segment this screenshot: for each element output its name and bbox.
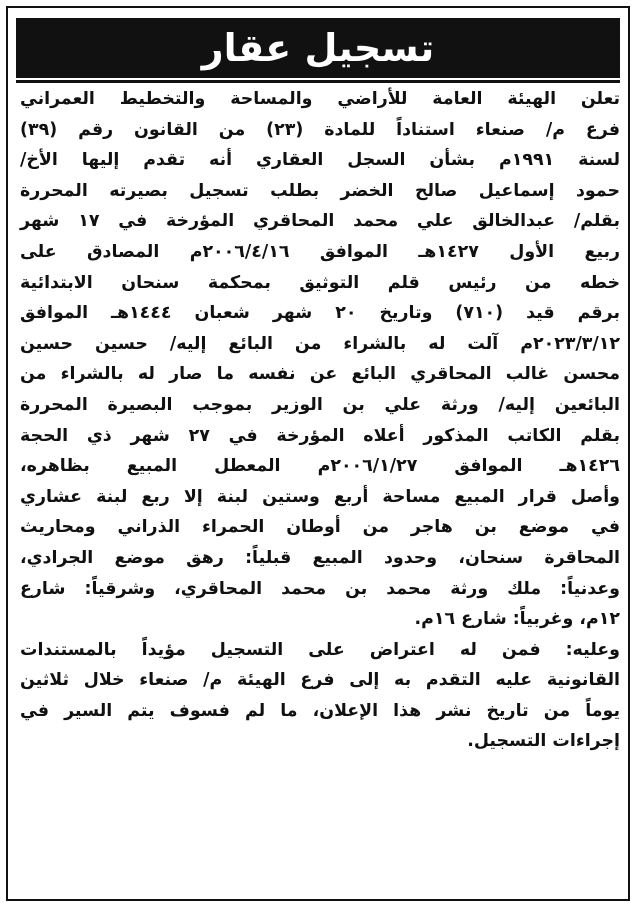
text-line: ٢٠٢٣/٣/١٢م آلت له بالشراء من البائع إليه/ حسين حسين: [20, 333, 620, 354]
text-line: البائعين إليه/ ورثة علي بن الوزير بموجب البصيرة المحررة: [20, 394, 620, 415]
text-line: وأصل قرار المبيع مساحة أربع وستين لبنة إلا ربع لبنة عشاري: [20, 486, 620, 507]
text-line: خطه من رئيس قلم التوثيق بمحكمة سنحان الابتدائية: [20, 272, 620, 293]
text-line: وعليه: فمن له اعتراض على التسجيل مؤيداً بالمستندات: [20, 639, 620, 660]
text-line: المحاقرة سنحان، وحدود المبيع قبلياً: رهق موضع الجرادي،: [20, 547, 620, 568]
text-line: فرع م/ صنعاء استناداً للمادة (٢٣) من القانون رقم (٣٩): [20, 119, 620, 140]
text-line: برقم قيد (٧١٠) وتاريخ ٢٠ شهر شعبان ١٤٤٤هـ الموافق: [20, 303, 620, 324]
text-line: القانونية عليه التقدم به إلى فرع الهيئة م/ صنعاء خلال ثلاثين: [20, 670, 620, 691]
title-divider: [16, 80, 620, 83]
notice-title: تسجيل عقار: [201, 26, 435, 70]
text-line: ١٢م، وغربياً: شارع ١٦م.: [414, 609, 620, 630]
text-line: بقلم/ عبدالخالق علي محمد المحاقري المؤرخة في ١٧ شهر: [20, 211, 620, 232]
text-line: لسنة ١٩٩١م بشأن السجل العقاري أنه تقدم إليها الأخ/: [20, 150, 620, 171]
notice-body: [20, 84, 620, 757]
text-line: ١٤٢٦هـ الموافق ٢٠٠٦/١/٢٧م المعطل المبيع بظاهره،: [20, 456, 620, 477]
title-bar: [16, 18, 620, 78]
notice-paragraph-1: [20, 84, 620, 635]
text-line: في موضع بن هاجر من أوطان الحمراء الذراني ومحاريث: [20, 517, 620, 538]
text-line: تعلن الهيئة العامة للأراضي والمساحة والتخطيط العمراني: [20, 89, 620, 109]
text-line: وعدنياً: ملك ورثة محمد بن محمد المحاقري، وشرقياً: شارع: [20, 578, 620, 599]
notice-paragraph-2: [20, 635, 620, 757]
text-line: بقلم الكاتب المذكور أعلاه المؤرخة في ٢٧ شهر ذي الحجة: [20, 425, 620, 446]
text-line: يوماً من تاريخ نشر هذا الإعلان، ما لم فسوف يتم السير في: [20, 700, 620, 721]
text-line: حمود إسماعيل صالح الخضر بطلب تسجيل بصيرته المحررة: [20, 180, 620, 201]
text-line: إجراءات التسجيل.: [467, 731, 620, 752]
text-line: محسن غالب المحاقري البائع عن نفسه ما صار له بالشراء من: [20, 364, 620, 385]
text-line: ربيع الأول ١٤٢٧هـ الموافق ٢٠٠٦/٤/١٦م المصادق على: [20, 241, 620, 262]
